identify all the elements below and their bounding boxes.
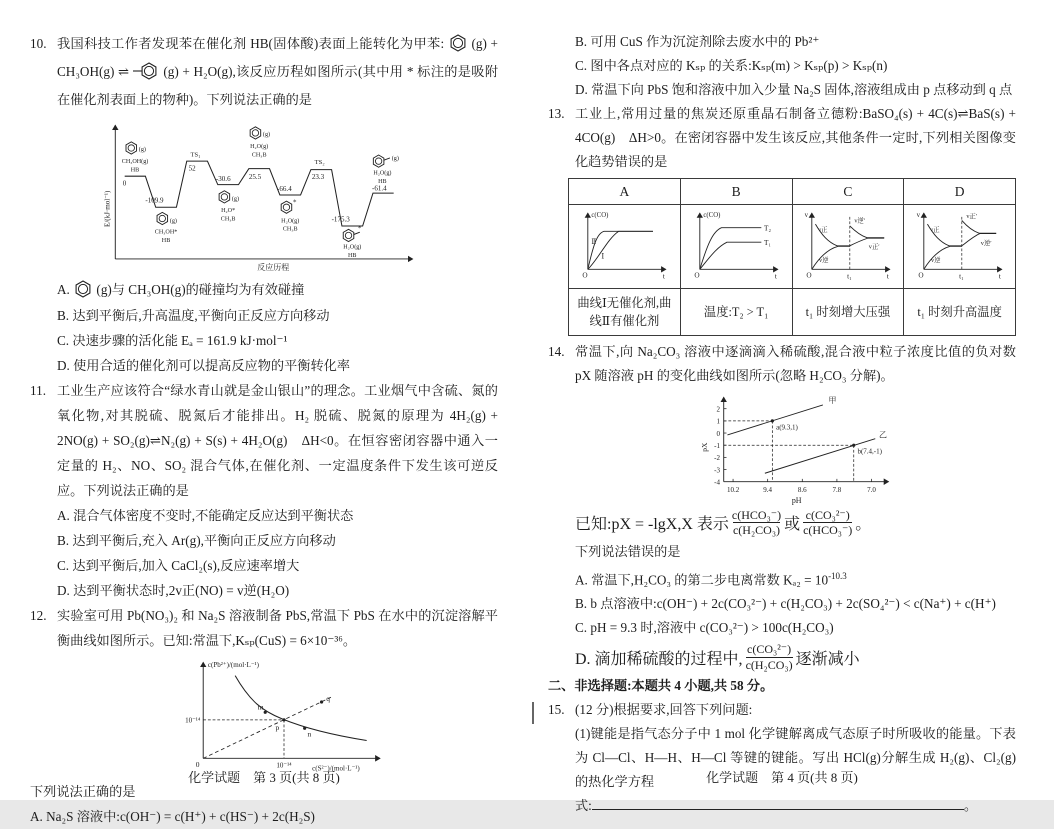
- header-b: B: [680, 179, 792, 205]
- question-10-text: (g) +: [471, 36, 498, 51]
- line-jia: [727, 405, 822, 435]
- q11-option-c: C. 达到平衡后,加入 CaCl₂(s),反应速率增大: [57, 558, 300, 573]
- question-12-text: 实验室可用 Pb(NO₃)₂ 和 Na₂S 溶液制备 PbS,常温下 PbS 在水中的沉淀溶解平衡曲线如图所示。已知:常温下,Kₛₚ(CuS) = 6×10⁻³⁶。: [57, 608, 498, 648]
- ksp-curve: [235, 676, 367, 741]
- svg-text:10.2: 10.2: [726, 485, 740, 494]
- option-text: D. 滴加稀硫酸的过程中,: [575, 650, 743, 668]
- graph-d-temperature-rise: [908, 206, 1012, 282]
- v-reverse-after: [850, 226, 884, 238]
- line-jia-label: 甲: [828, 396, 837, 406]
- y-ticks: [714, 406, 726, 487]
- benzene-icon: [281, 201, 292, 213]
- q12-option-b: B. 可用 CuS 作为沉淀剂除去废水中的 Pb²⁺: [575, 34, 820, 49]
- toluene-icon: [132, 62, 160, 80]
- t1-label: t₁: [958, 272, 964, 281]
- curve-t2: [700, 228, 762, 270]
- methanol-formula: CH₃OH(g): [57, 64, 115, 79]
- energy-profile-diagram: [102, 116, 422, 274]
- question-10-number: 10.: [30, 36, 47, 51]
- origin-label: O: [806, 271, 812, 280]
- state-label: (g): [262, 131, 271, 138]
- species-label: HB: [130, 167, 140, 174]
- point-p: [282, 718, 285, 721]
- energy-value: 0: [122, 179, 127, 188]
- page-4-footer: 化学试题 第 4 页(共 8 页): [706, 770, 858, 785]
- species-label: CH₃B: [220, 216, 236, 223]
- answer-line-suffix: 。: [963, 797, 978, 813]
- fraction-denominator: c(H₂CO₃): [745, 657, 793, 672]
- line-yi-label: 乙: [879, 430, 887, 440]
- benzene-icon: [219, 191, 230, 203]
- known-text: 已知:pX = -lgX,X 表示: [575, 516, 729, 534]
- v-reverse-after-label: v逆′: [854, 217, 866, 225]
- question-12: [30, 603, 498, 653]
- curve-2-label: Ⅱ: [591, 238, 597, 246]
- species-label: HB: [348, 253, 357, 260]
- graph-c-pressure: [796, 206, 900, 282]
- q14-option-b: B. b 点溶液中:c(OH⁻) + 2c(CO₃²⁻) + c(H₂CO₃) + 2c(SO₄²⁻) < c(Na⁺) + c(H⁺): [575, 596, 996, 612]
- t2-label: T₂: [764, 224, 772, 233]
- q10-option-a: [30, 276, 498, 303]
- species-label: H₂O(g): [250, 143, 269, 150]
- energy-value: -175.3: [331, 215, 350, 224]
- header-d: D: [904, 179, 1016, 205]
- fraction-denominator: c(HCO₃⁻): [803, 523, 853, 538]
- v-reverse: [812, 246, 850, 269]
- curve-1-label: Ⅰ: [601, 252, 605, 261]
- q12-option-c: C. 图中各点对应的 Kₛₚ 的关系:Kₛₚ(m) > Kₛₚ(p) > Kₛₚ(n): [575, 58, 888, 73]
- fraction-numerator: c(CO₃²⁻): [747, 642, 792, 657]
- exponent: -10.3: [828, 570, 847, 581]
- q14-known-line: [548, 508, 1016, 538]
- v-forward-after-label: v正′: [868, 243, 880, 251]
- origin-label: O: [918, 271, 924, 280]
- origin-label: O: [694, 271, 700, 280]
- svg-text:7.0: 7.0: [867, 485, 876, 494]
- caption-c: t₁ 时刻增大压强: [792, 289, 904, 336]
- state-label: (g): [169, 218, 177, 225]
- point-m: [264, 711, 267, 714]
- svg-text:2: 2: [716, 405, 720, 414]
- caption-d: t₁ 时刻升高温度: [904, 289, 1016, 336]
- option-text: 逐渐减小: [795, 650, 860, 668]
- v-forward-label: v正: [818, 226, 828, 234]
- point-m-label: m: [257, 702, 264, 712]
- option-text: A. 常温下,H₂CO₃ 的第二步电离常数 Kₐ₂ = 10: [575, 572, 829, 588]
- question-11-number: 11.: [30, 383, 46, 398]
- graph-a-catalyst: [572, 206, 676, 282]
- origin-label: O: [582, 271, 588, 280]
- v-forward-after-label: v正′: [965, 212, 977, 220]
- q10-option-c: C. 决速步骤的活化能 Eₐ = 161.9 kJ·mol⁻¹: [57, 333, 288, 348]
- question-13-number: 13.: [548, 106, 565, 121]
- q13-options-table: [568, 178, 1016, 336]
- state-label: (g): [231, 196, 240, 203]
- solubility-curve-graph: [168, 655, 400, 779]
- q11-option-d: D. 达到平衡状态时,2v正(NO) = v逆(H₂O): [57, 583, 290, 598]
- page-fold-mark: [532, 702, 534, 724]
- ratio-fraction-1: [732, 508, 781, 538]
- energy-value: -109.9: [145, 196, 164, 205]
- question-14: [548, 340, 1016, 388]
- question-13-text: 工业上,常用过量的焦炭还原重晶石制备立德粉:BaSO₄(s) + 4C(s)⇌BaS(s) + 4CO(g) ΔH>0。在密闭容器中发生该反应,其他条件一定时,下列相关图像变化趋势错误的是: [575, 106, 1016, 169]
- question-14-text: 常温下,向 Na₂CO₃ 溶液中逐滴滴入稀硫酸,混合液中粒子浓度比值的负对数 pX 随溶液 pH 的变化曲线如图所示(忽略 H₂CO₃ 分解)。: [575, 344, 1016, 383]
- ratio-fraction-3: [746, 642, 793, 672]
- t1-label: T₁: [764, 238, 772, 247]
- x-tick: 10⁻¹⁴: [276, 761, 292, 770]
- q12-option-d: D. 常温下向 PbS 饱和溶液中加入少量 Na₂S 固体,溶液组成由 p 点移动到 q 点: [575, 82, 1013, 97]
- x-axis-label: t: [886, 272, 889, 281]
- species-label: CH₃B: [251, 152, 267, 159]
- answer-blank-field[interactable]: [592, 796, 964, 810]
- x-axis-label: t: [775, 272, 778, 281]
- species-label: H₂O*: [221, 207, 236, 214]
- question-12-number: 12.: [30, 608, 47, 623]
- point-b-label: b(7.4,-1): [857, 447, 882, 456]
- q12-stem: 下列说法正确的是: [30, 784, 136, 799]
- v-reverse: [923, 246, 961, 269]
- adsorbed-star: *: [357, 224, 362, 233]
- y-axis-label: E/(kJ·mol⁻¹): [103, 190, 112, 227]
- header-a: A: [569, 179, 681, 205]
- option-label: A.: [57, 282, 70, 297]
- fraction-numerator: c(HCO₃⁻): [731, 508, 782, 522]
- x-ticks: [727, 479, 876, 494]
- v-reverse-label: v逆: [818, 257, 829, 265]
- known-text: 。: [855, 516, 872, 534]
- energy-value: -30.6: [215, 174, 231, 183]
- energy-value: -66.4: [277, 185, 292, 194]
- equilibrium-arrow: ⇌: [118, 64, 129, 79]
- v-forward-after: [961, 220, 995, 233]
- ts-label: TS₁: [190, 151, 201, 159]
- page-3-footer: 化学试题 第 3 页(共 8 页): [188, 770, 340, 785]
- svg-text:-3: -3: [714, 466, 720, 475]
- point-a: [771, 419, 774, 422]
- x-axis-label: 反应历程: [257, 263, 290, 273]
- energy-value: 52: [188, 164, 196, 173]
- question-10: [30, 30, 498, 114]
- point-p-label: p: [275, 723, 280, 733]
- point-b: [852, 444, 855, 447]
- q14-option-c: C. pH = 9.3 时,溶液中 c(CO₃²⁻) > 100c(H₂CO₃): [575, 620, 834, 636]
- px-ph-graph: [666, 390, 918, 506]
- species-label: CH₃OH*: [154, 229, 178, 236]
- y-axis-label: v: [804, 211, 808, 219]
- table-graph-row: [569, 205, 1016, 289]
- option-text: (g)与 CH₃OH(g)的碰撞均为有效碰撞: [96, 282, 305, 297]
- question-15: [548, 698, 1016, 722]
- species-label: HB: [378, 178, 387, 185]
- species-label: H₂O(g): [281, 218, 300, 225]
- page-4: [548, 30, 1016, 818]
- question-15-number: 15.: [548, 701, 565, 717]
- point-n: [303, 727, 306, 730]
- svg-text:1: 1: [716, 417, 720, 426]
- y-axis-label: v: [916, 211, 920, 219]
- y-axis-label: c(CO): [703, 211, 721, 219]
- svg-text:-2: -2: [714, 454, 720, 463]
- benzene-icon: [448, 34, 468, 52]
- x-axis-label: pH: [791, 496, 802, 506]
- q11-option-a: A. 混合气体密度不变时,不能确定反应达到平衡状态: [57, 508, 354, 523]
- table-caption-row: [569, 289, 1016, 336]
- benzene-icon: [126, 142, 137, 154]
- x-axis-label: t: [998, 272, 1001, 281]
- question-11: [30, 378, 498, 503]
- v-reverse-label: v逆: [930, 257, 941, 265]
- benzene-icon: [73, 280, 93, 298]
- caption-a: 曲线Ⅰ无催化剂,曲线Ⅱ有催化剂: [569, 289, 681, 336]
- q14-option-d: [548, 642, 1016, 672]
- q15-part-1: (1)键能是指气态分子中 1 mol 化学键解离成气态原子时所吸收的能量。下表为 Cl—Cl、H—H、H—Cl 等键的键能。写出 HCl(g)分解生成 H₂(g)、Cl₂(g)的热化学方程: [575, 725, 1016, 789]
- question-10-text: (g) + H₂O(g),该反应历程如图所示(其中用 * 标注的是吸附在催化剂表面上的物种)。下列说法正确的是: [57, 64, 499, 107]
- benzene-icon: [157, 212, 168, 224]
- svg-text:8.6: 8.6: [797, 485, 807, 494]
- fraction-numerator: c(CO₃²⁻): [805, 508, 850, 522]
- x-axis-label: c(S²⁻)/(mol·L⁻¹): [312, 764, 360, 773]
- q15-answer-line: [548, 794, 1016, 818]
- toluene-icon: [373, 155, 390, 167]
- v-forward-label: v正: [929, 226, 940, 234]
- curve-t1: [700, 242, 762, 269]
- svg-text:7.8: 7.8: [832, 485, 842, 494]
- point-q: [320, 700, 323, 703]
- table-header-row: [569, 179, 1016, 205]
- q11-option-b: B. 达到平衡后,充入 Ar(g),平衡向正反应方向移动: [57, 533, 336, 548]
- x-axis-label: t: [663, 272, 666, 281]
- question-14-number: 14.: [548, 344, 565, 359]
- question-10-text: 我国科技工作者发现苯在催化剂 HB(固体酸)表面上能转化为甲苯:: [57, 36, 445, 51]
- energy-value: 23.3: [311, 173, 325, 182]
- energy-value: 25.5: [248, 173, 262, 182]
- graph-b-temperature: [684, 206, 788, 282]
- line-yi: [765, 439, 875, 474]
- y-axis-label: c(CO): [591, 211, 609, 219]
- known-text: 或: [784, 516, 801, 534]
- state-label: (g): [138, 146, 146, 153]
- energy-value: -61.4: [372, 184, 387, 193]
- q10-option-d: D. 使用合适的催化剂可以提高反应物的平衡转化率: [57, 358, 351, 373]
- axes: [203, 663, 380, 759]
- ratio-fraction-2: [803, 508, 852, 538]
- point-q-label: q: [326, 694, 331, 704]
- y-axis-label: c(Pb²⁺)/(mol·L⁻¹): [207, 661, 260, 670]
- section-2-heading: 二、非选择题:本题共 4 小题,共 58 分。: [548, 677, 774, 693]
- fraction-denominator: c(H₂CO₃): [732, 523, 781, 538]
- svg-text:0: 0: [716, 429, 720, 438]
- page-3: [30, 30, 498, 829]
- ts-label: TS₂: [314, 158, 325, 166]
- q14-stem: 下列说法错误的是: [575, 543, 681, 559]
- header-c: C: [792, 179, 904, 205]
- y-tick: 10⁻¹⁴: [185, 716, 201, 725]
- species-label: HB: [161, 238, 171, 245]
- curve-2: [588, 231, 653, 269]
- origin-label: 0: [195, 759, 200, 769]
- svg-text:-4: -4: [714, 478, 720, 487]
- benzene-icon: [250, 127, 261, 139]
- question-15-intro: (12 分)根据要求,回答下列问题:: [575, 701, 753, 717]
- dilution-line: [203, 697, 331, 758]
- q12-option-a: A. Na₂S 溶液中:c(OH⁻) = c(H⁺) + c(HS⁻) + 2c(H₂S): [30, 809, 315, 824]
- species-label: CH₃OH(g): [121, 159, 149, 166]
- species-label: CH₃B: [282, 226, 298, 233]
- v-reverse-after-label: v逆′: [980, 239, 992, 247]
- species-label: H₂O(g): [343, 244, 362, 251]
- question-11-text: 工业生产应该符合“绿水青山就是金山银山”的理念。工业烟气中含硫、氮的氧化物,对其脱硫、脱氮后才能排出。H₂ 脱硫、脱氮的原理为 4H₂(g) + 2NO(g) + SO₂(g)⇌N₂(g) + S(s) + 4H₂O(g) ΔH<0。在恒容密闭容器中通入一定量的 H₂、NO、SO₂ 混合气体,在催化剂、一定温度条件下发生该可逆反应。下列说法正确的是: [57, 383, 498, 498]
- svg-text:-1: -1: [714, 442, 720, 450]
- caption-b: 温度:T₂ > T₁: [680, 289, 792, 336]
- y-axis-label: pX: [699, 442, 709, 452]
- t1-label: t₁: [846, 272, 852, 281]
- q14-option-a: [548, 564, 1016, 592]
- adsorbed-star: *: [293, 198, 297, 207]
- state-label: (g): [391, 156, 399, 163]
- q10-option-b: B. 达到平衡后,升高温度,平衡向正反应方向移动: [57, 308, 330, 323]
- question-13: [548, 102, 1016, 174]
- answer-line-prefix: 式:: [575, 797, 592, 813]
- point-n-label: n: [307, 729, 312, 739]
- point-a-label: a(9.3,1): [776, 423, 798, 432]
- species-label: H₂O(g): [373, 170, 392, 177]
- svg-text:9.4: 9.4: [763, 485, 773, 494]
